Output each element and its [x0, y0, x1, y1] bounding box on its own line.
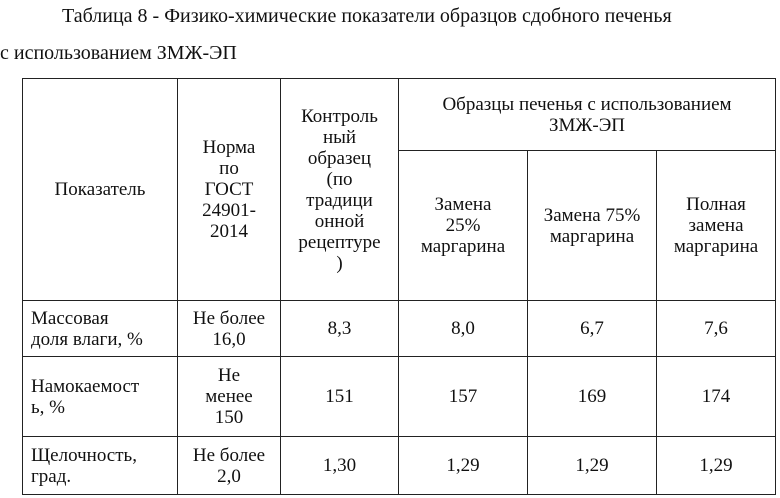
header-indicator: Показатель — [23, 79, 178, 301]
header-sample-group: Образцы печенья с использованием ЗМЖ-ЭП — [399, 79, 776, 151]
row-norm: Не более 2,0 — [178, 437, 281, 495]
header-replace-full: Полная замена маргарина — [657, 151, 776, 301]
row-indicator: Щелочность, град. — [23, 437, 178, 495]
row-value-full: 1,29 — [657, 437, 776, 495]
table-row — [23, 437, 776, 495]
row-control-value: 1,30 — [281, 437, 399, 495]
header-control-sample: Контроль ный образец (по традици онной рецептуре ) — [281, 79, 399, 301]
row-value-75: 1,29 — [528, 437, 657, 495]
row-value-25: 1,29 — [399, 437, 528, 495]
table-row — [23, 357, 776, 437]
row-value-full: 7,6 — [657, 301, 776, 357]
row-value-full: 174 — [657, 357, 776, 437]
row-value-25: 8,0 — [399, 301, 528, 357]
header-replace-75: Замена 75% маргарина — [528, 151, 657, 301]
row-control-value: 151 — [281, 357, 399, 437]
row-control-value: 8,3 — [281, 301, 399, 357]
header-row-1 — [23, 79, 776, 151]
header-replace-25: Замена 25% маргарина — [399, 151, 528, 301]
row-norm: Не менее 150 — [178, 357, 281, 437]
table-caption-line-1: Таблица 8 - Физико-химические показатели образцов сдобного печенья — [62, 5, 672, 27]
row-value-75: 169 — [528, 357, 657, 437]
physicochemical-table — [22, 78, 776, 495]
row-value-25: 157 — [399, 357, 528, 437]
row-indicator: Намокаемост ь, % — [23, 357, 178, 437]
table-caption-line-2: с использованием ЗМЖ-ЭП — [0, 42, 237, 64]
row-value-75: 6,7 — [528, 301, 657, 357]
header-norm: Норма по ГОСТ 24901- 2014 — [178, 79, 281, 301]
row-norm: Не более 16,0 — [178, 301, 281, 357]
row-indicator: Массовая доля влаги, % — [23, 301, 178, 357]
table-row — [23, 301, 776, 357]
